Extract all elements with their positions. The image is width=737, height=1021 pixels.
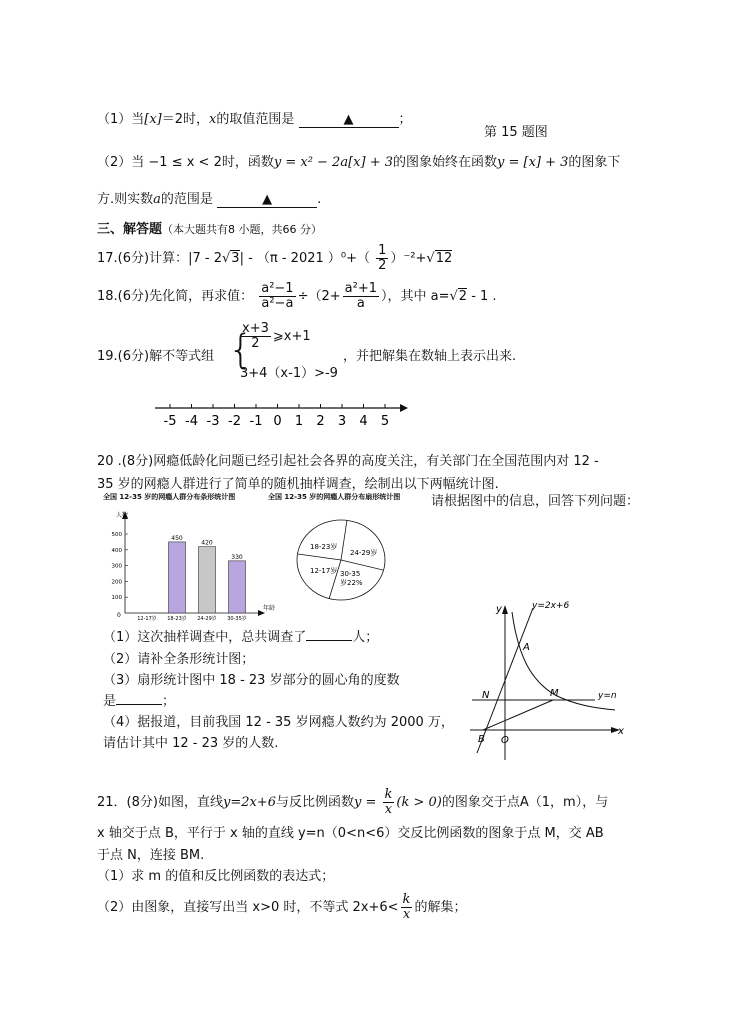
number-line-label: -2	[228, 414, 241, 429]
pie-label-30-35-line2: 岁22%	[340, 579, 363, 587]
q18-fraction-2: $\frac{\text{a²+1}}{a}$	[344, 281, 377, 311]
q16-part1: （1）当[x]＝2时，x的取值范围是 ▲ ；	[97, 112, 412, 127]
q20-p2: （2）请补全条形统计图；	[103, 652, 255, 667]
pie-label-24-29: 24-29岁	[350, 549, 378, 557]
section3-title: 三、解答题（本大题共有8 小题，共66 分）	[97, 222, 323, 237]
q20-p4b: 请估计其中 12 - 23 岁的人数.	[103, 736, 279, 751]
bar-chart	[100, 505, 275, 625]
number-line	[150, 398, 410, 432]
number-line-label: -1	[249, 414, 263, 429]
bar-ytick-label: 200	[111, 579, 122, 586]
graph-point-B: B	[478, 734, 485, 745]
q19-label: 19.(6分)解不等式组	[97, 349, 215, 364]
q21-line3: 于点 N，连接 BM.	[97, 848, 205, 863]
bar-value-label: 330	[231, 553, 243, 561]
q20-line1: 20 .(8分)网瘾低龄化问题已经引起社会各界的高度关注，有关部门在全国范围内对 12 -	[97, 454, 599, 469]
bar-category-label: 18-23岁	[167, 616, 187, 622]
pie-label-12-17: 12-17岁	[310, 567, 338, 575]
q21-p2: （2）由图象，直接写出当 x>0 时，不等式 2x+6< $\frac{k}{x}$ 的解集；	[97, 892, 467, 922]
q19-tail: ，并把解集在数轴上表示出来.	[343, 349, 517, 364]
number-line-label: 0	[273, 414, 282, 429]
graph-y-label: y	[496, 604, 502, 615]
bar-origin: 0	[117, 612, 121, 619]
graph-y-arrow	[502, 605, 508, 614]
pie-chart-caption: 全国 12-35 岁的网瘾人群分布扇形统计图	[268, 493, 401, 501]
q18: 18.(6分)先化简，再求值： $\frac{\text{a²−1}}{\text{a²−a}}$ ÷（2+ $\frac{\text{a²+1}}{a}$ ），其中 a=√2 - 1 .	[97, 281, 497, 311]
bar-category-label: 12-17岁	[137, 616, 157, 622]
bar-ytick-label: 300	[111, 563, 122, 570]
q20-p3-blank[interactable]	[116, 690, 162, 705]
graph-line-label: y=2x+6	[532, 601, 570, 611]
bar-18-23岁	[169, 542, 186, 613]
q16-part1-answer-blank[interactable]: ▲	[299, 113, 399, 128]
graph-x-label: x	[618, 726, 624, 737]
pie-divider-top	[341, 520, 347, 560]
number-line-label: -4	[185, 414, 198, 429]
q18-fraction-1: $\frac{\text{a²−1}}{\text{a²−a}}$	[261, 281, 294, 311]
q21-line1: 21．(8分)如图，直线y=2x+6与反比例函数y = $\frac{k}{x}$ (k > 0)的图象交于点A（1，m），与	[97, 787, 609, 817]
graph-point-A: A	[523, 642, 530, 653]
q20-prompt: 请根据图中的信息，回答下列问题：	[431, 494, 640, 509]
q19-ineq1: $\frac{x+3}{2}$ ⩾x+1	[242, 321, 311, 351]
bar-ylabel: 人数	[116, 512, 129, 519]
number-line-label: 2	[316, 414, 325, 429]
number-line-arrow	[400, 404, 408, 412]
bar-ytick-label: 100	[111, 595, 122, 602]
q21-fraction-k-x: $\frac{k}{x}$	[384, 787, 393, 817]
graph-hline-label: y=n	[598, 691, 617, 701]
pie-label-18-23: 18-23岁	[310, 543, 338, 551]
q16-part2: （2）当 −1 ≤ x < 2时，函数y = x² − 2a[x] + 3的图象始终在函数y = [x] + 3的图象下	[97, 155, 621, 170]
bar-30-35岁	[229, 561, 246, 613]
fig15-caption: 第 15 题图	[484, 125, 548, 140]
q16-part2-line2: 方.则实数a的范围是 ▲ .	[97, 192, 322, 207]
pie-label-30-35-line1: 30-35	[340, 570, 361, 578]
bar-value-label: 420	[201, 539, 213, 547]
pie-divider-right	[341, 560, 383, 570]
bar-chart-caption: 全国 12-35 岁的网瘾人群分布条形统计图	[103, 493, 236, 501]
q17-fraction: $\frac{1}{2}$	[378, 243, 387, 273]
q20-p3b: 是 ；	[103, 690, 175, 709]
q19-brace: {	[228, 327, 254, 373]
number-line-label: 1	[294, 414, 304, 429]
q20-p3a: （3）扇形统计图中 18 - 23 岁部分的圆心角的度数	[103, 673, 400, 688]
bar-ytick-label: 400	[111, 547, 122, 554]
q17: 17.(6分)计算：|7 - 2√3| - （π - 2021 ）⁰+（ $\frac{1}{2}$ ）⁻²+√12	[97, 243, 453, 273]
pie-chart	[295, 518, 395, 608]
q19-ineq2: 3+4（x-1）>-9	[240, 366, 338, 381]
graph-segment-BM	[483, 700, 553, 730]
number-line-label: -3	[206, 414, 220, 429]
q21-p1: （1）求 m 的值和反比例函数的表达式；	[97, 869, 335, 884]
graph-point-O: O	[501, 735, 509, 746]
number-line-label: 4	[359, 414, 368, 429]
graph-point-M: M	[550, 688, 559, 699]
q21-p2-fraction: $\frac{k}{x}$	[402, 892, 411, 922]
q20-p4a: （4）据报道，目前我国 12 - 35 岁网瘾人数约为 2000 万，	[103, 715, 454, 730]
bar-category-label: 24-29岁	[197, 616, 217, 622]
bar-category-label: 30-35岁	[227, 616, 247, 622]
q20-p1: （1）这次抽样调查中，总共调查了 人；	[103, 626, 378, 645]
bar-ytick-label: 500	[111, 532, 122, 538]
number-line-label: 5	[380, 414, 390, 429]
q21-line2: x 轴交于点 B，平行于 x 轴的直线 y=n（0<n<6）交反比例函数的图象于点 M，交 AB	[97, 826, 604, 841]
function-graph	[460, 600, 635, 770]
pie-divider-left	[298, 554, 341, 560]
q20-line2: 35 岁的网瘾人群进行了简单的随机抽样调查，绘制出以下两幅统计图.	[97, 477, 499, 492]
number-line-label: 3	[337, 414, 347, 429]
bar-value-label: 450	[171, 534, 183, 542]
q20-p1-blank[interactable]	[306, 626, 352, 641]
number-line-label: -5	[163, 414, 177, 429]
graph-point-N: N	[482, 690, 490, 701]
bar-xlabel: 年龄	[263, 605, 275, 612]
q16-part2-answer-blank[interactable]: ▲	[217, 193, 317, 208]
bar-24-29岁	[199, 547, 216, 613]
